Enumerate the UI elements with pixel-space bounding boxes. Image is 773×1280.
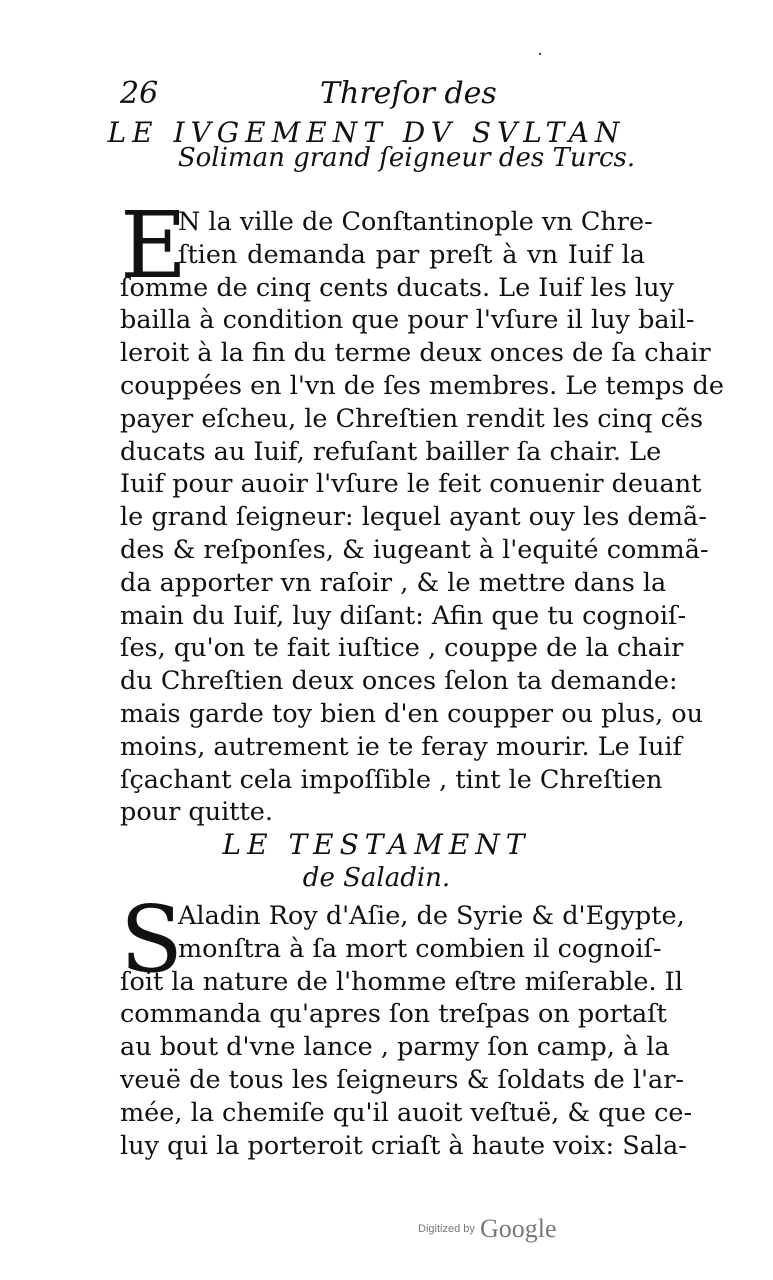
text-line: ſtien demanda par preſt à vn Iuif la [178,239,645,270]
text-line: ſes, qu'on te fait iuſtice , couppe de la chair [120,633,684,664]
text-line: ſomme de cinq cents ducats. Le Iuif les luy [120,272,674,303]
text-line: main du Iuif, luy diſant: Afin que tu cognoiſ- [120,600,687,631]
section2-paragraph [120,900,693,1162]
text-line: bailla à condition que pour l'vſure il luy bail- [120,305,695,336]
text-line: ducats au Iuif, refuſant bailler ſa chair. Le [120,436,662,467]
text-line: le grand ſeigneur: lequel ayant ouy les demã- [120,502,707,533]
text-line: da apporter vn raſoir , & le mettre dans la [120,567,667,598]
text-line: Aladin Roy d'Aſie, de Syrie & d'Egypte, [178,901,685,931]
section2-dropcap: S [120,886,184,993]
text-line: pour quitte. [120,797,273,828]
watermark-google: Google [479,1214,557,1243]
section2-subheading: de Saladin. [302,863,451,893]
page-number: 26 [120,76,159,111]
text-line: mais garde toy bien d'en coupper ou plus, ou [120,698,704,729]
text-line: moins, autrement ie te feray mourir. Le Iuif [120,731,682,762]
section1-paragraph [120,206,724,829]
running-head [120,76,640,116]
digitized-watermark [418,1214,557,1244]
text-line: Iuif pour auoir l'vſure le feit conuenir deuant [120,469,702,500]
text-line: au bout d'vne lance , parmy ſon camp, à la [120,1032,670,1063]
section1-heading: LE IVGEMENT DV SVLTAN [107,116,626,149]
text-line: ſçachant cela impoſſible , tint le Chreſtien [120,764,663,795]
text-line: N la ville de Conſtantinople vn Chre- [178,207,653,237]
text-line: commanda qu'apres ſon treſpas on portaſt [120,999,667,1030]
section1-subheading: Soliman grand ſeigneur des Turcs. [177,143,636,173]
text-line: monſtra à ſa mort combien il cognoiſ- [178,933,662,964]
watermark-small: Digitized by [418,1223,475,1235]
text-line: ſoit la nature de l'homme eſtre miſerable. Il [120,966,683,997]
text-line: couppées en l'vn de ſes membres. Le temps de [120,370,724,401]
text-line: mée, la chemiſe qu'il auoit veſtuë, & que ce- [120,1097,693,1128]
section1-dropcap: E [120,192,188,299]
section2-heading: LE TESTAMENT [222,828,531,861]
text-line: leroit à la fin du terme deux onces de ſa chair [120,338,711,369]
running-title: Threſor des [320,76,497,111]
text-line: payer eſcheu, le Chreſtien rendit les cinq cẽs [120,403,704,434]
text-line: des & reſponſes, & iugeant à l'equité commã- [120,534,709,565]
text-line: luy qui la porteroit criaſt à haute voix: Sala- [120,1130,687,1161]
text-line: veuë de tous les ſeigneurs & ſoldats de l'ar- [120,1064,685,1095]
text-line: du Chreſtien deux onces ſelon ta demande: [120,666,678,697]
page-speck: · [537,44,543,65]
